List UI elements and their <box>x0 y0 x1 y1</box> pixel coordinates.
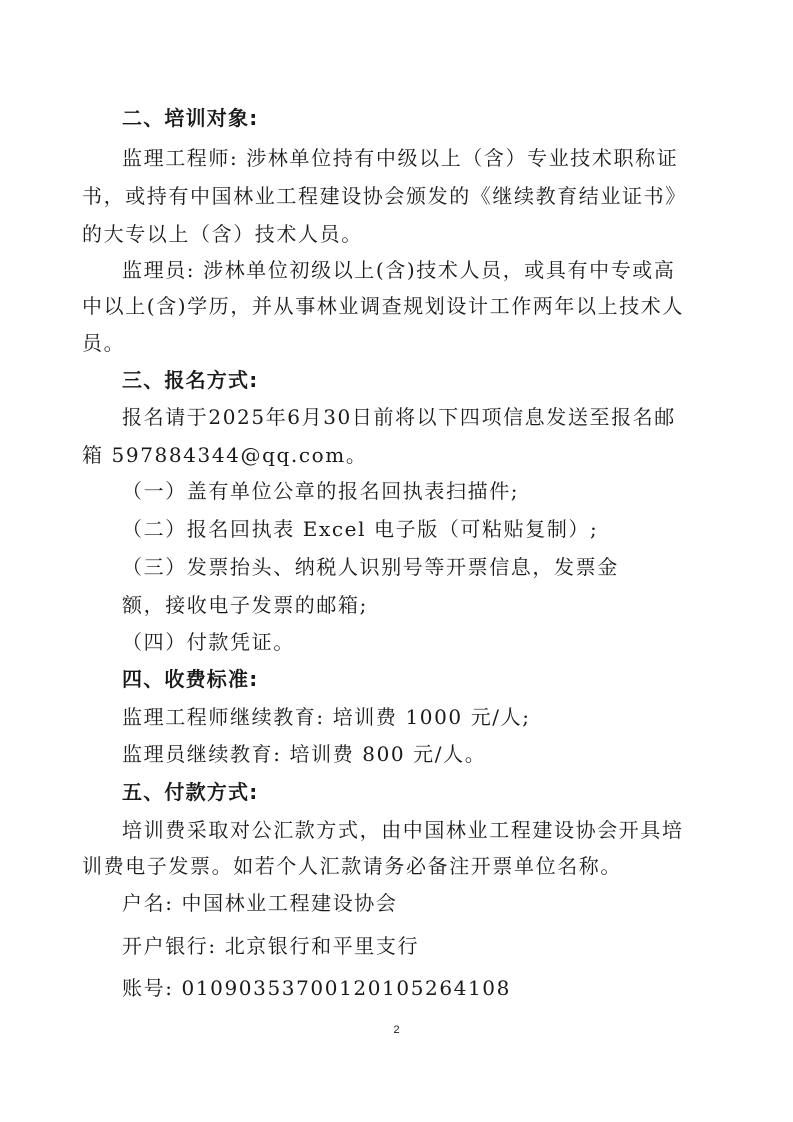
list-item: （四）付款凭证。 <box>122 630 295 654</box>
section-heading-payment: 五、付款方式: <box>122 780 259 804</box>
paragraph-line: 员。 <box>82 331 126 355</box>
section-heading-training-target: 二、培训对象: <box>122 106 259 130</box>
section-heading-fees: 四、收费标准: <box>122 667 259 691</box>
paragraph-line: 监理工程师: 涉林单位持有中级以上（含）专业技术职称证 <box>122 146 679 170</box>
paragraph-line-email: 箱 597884344@qq.com。 <box>82 443 368 467</box>
page-number: 2 <box>393 1024 400 1036</box>
fee-line: 监理工程师继续教育: 培训费 1000 元/人; <box>122 705 531 729</box>
paragraph-line: 培训费采取对公汇款方式，由中国林业工程建设协会开具培 <box>122 818 684 842</box>
bank-name-line: 开户银行: 北京银行和平里支行 <box>122 934 420 958</box>
list-item: （一）盖有单位公章的报名回执表扫描件; <box>122 479 520 503</box>
list-item-continued: 额，接收电子发票的邮箱; <box>122 593 368 617</box>
list-item: （二）报名回执表 Excel 电子版（可粘贴复制）; <box>122 517 599 541</box>
account-name-line: 户名: 中国林业工程建设协会 <box>122 891 398 915</box>
paragraph-line: 训费电子发票。如若个人汇款请务必备注开票单位名称。 <box>82 854 622 878</box>
paragraph-line: 书，或持有中国林业工程建设协会颁发的《继续教育结业证书》 <box>82 184 687 208</box>
section-heading-registration: 三、报名方式: <box>122 368 259 392</box>
paragraph-line: 监理员: 涉林单位初级以上(含)技术人员，或具有中专或高 <box>122 258 676 282</box>
list-item: （三）发票抬头、纳税人识别号等开票信息，发票金 <box>122 555 619 579</box>
account-number-line: 账号: 01090353700120105264108 <box>122 976 511 1000</box>
paragraph-line: 报名请于2025年6月30日前将以下四项信息发送至报名邮 <box>122 405 676 429</box>
paragraph-line: 的大专以上（含）技术人员。 <box>82 222 363 246</box>
fee-line: 监理员继续教育: 培训费 800 元/人。 <box>122 742 487 766</box>
paragraph-line: 中以上(含)学历，并从事林业调查规划设计工作两年以上技术人 <box>82 294 685 318</box>
